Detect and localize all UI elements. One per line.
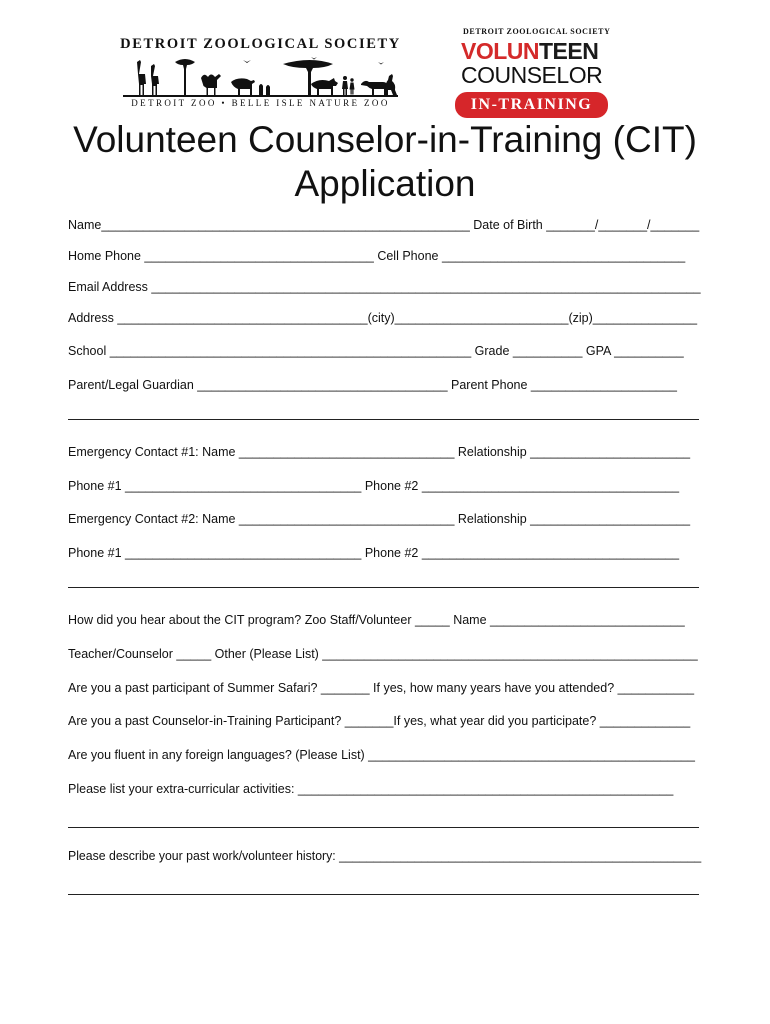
name-dob-row[interactable]: Name_____________________________________________________ Date of Birth _______/_______/_______ (68, 218, 700, 232)
animal-silhouette-icon (123, 54, 398, 98)
dzs-logo (118, 36, 403, 114)
vc-logo-volunteen (461, 38, 598, 65)
phones-row[interactable]: Home Phone _________________________________ Cell Phone ___________________________________ (68, 249, 686, 263)
emergency-contact-1-phones-row[interactable]: Phone #1 __________________________________ Phone #2 _____________________________________ (68, 479, 680, 493)
guardian-row[interactable]: Parent/Legal Guardian ____________________________________ Parent Phone _____________________ (68, 378, 677, 392)
emergency-contact-2-row[interactable]: Emergency Contact #2: Name _______________________________ Relationship _______________________ (68, 512, 691, 526)
emergency-contact-2-phones-row[interactable]: Phone #1 __________________________________ Phone #2 _____________________________________ (68, 546, 680, 560)
separator-line (68, 419, 699, 420)
vc-logo-badge: IN-TRAINING (455, 92, 608, 118)
work-history-row[interactable]: Please describe your past work/volunteer history: _____________________________________________________ (68, 849, 702, 863)
referral-row[interactable]: How did you hear about the CIT program? Zoo Staff/Volunteer _____ Name ____________________________ (68, 613, 685, 627)
emergency-contact-1-row[interactable]: Emergency Contact #1: Name _______________________________ Relationship _______________________ (68, 445, 691, 459)
past-cit-row[interactable]: Are you a past Counselor-in-Training Participant? _______If yes, what year did you participate? _____________ (68, 714, 691, 728)
page-title-line1: Volunteen Counselor-in-Training (CIT) (73, 119, 697, 160)
volunteen-counselor-logo (455, 24, 615, 120)
answer-line[interactable] (68, 827, 699, 828)
page-title (0, 118, 770, 206)
extracurricular-row[interactable]: Please list your extra-curricular activities: ______________________________________________________ (68, 782, 674, 796)
vc-logo-society: DETROIT ZOOLOGICAL SOCIETY (463, 27, 611, 36)
referral-other-row[interactable]: Teacher/Counselor _____ Other (Please List) ______________________________________________________ (68, 647, 698, 661)
page-title-line2: Application (294, 163, 476, 204)
languages-row[interactable]: Are you fluent in any foreign languages? (Please List) _______________________________________________ (68, 748, 695, 762)
answer-line[interactable] (68, 894, 699, 895)
address-row[interactable]: Address ____________________________________(city)_________________________(zip)_______________ (68, 311, 698, 325)
vc-logo-teen: TEEN (539, 38, 599, 64)
vc-logo-counselor: COUNSELOR (461, 62, 603, 88)
vc-logo-volun: VOLUN (461, 38, 539, 64)
dzs-logo-subtitle: DETROIT ZOO • BELLE ISLE NATURE ZOO (131, 98, 390, 108)
dzs-logo-title: DETROIT ZOOLOGICAL SOCIETY (120, 36, 401, 52)
separator-line (68, 587, 699, 588)
email-row[interactable]: Email Address _______________________________________________________________________________ (68, 280, 701, 294)
school-row[interactable]: School ____________________________________________________ Grade __________ GPA __________ (68, 344, 684, 358)
summer-safari-row[interactable]: Are you a past participant of Summer Safari? _______ If yes, how many years have you attended? ___________ (68, 681, 695, 695)
